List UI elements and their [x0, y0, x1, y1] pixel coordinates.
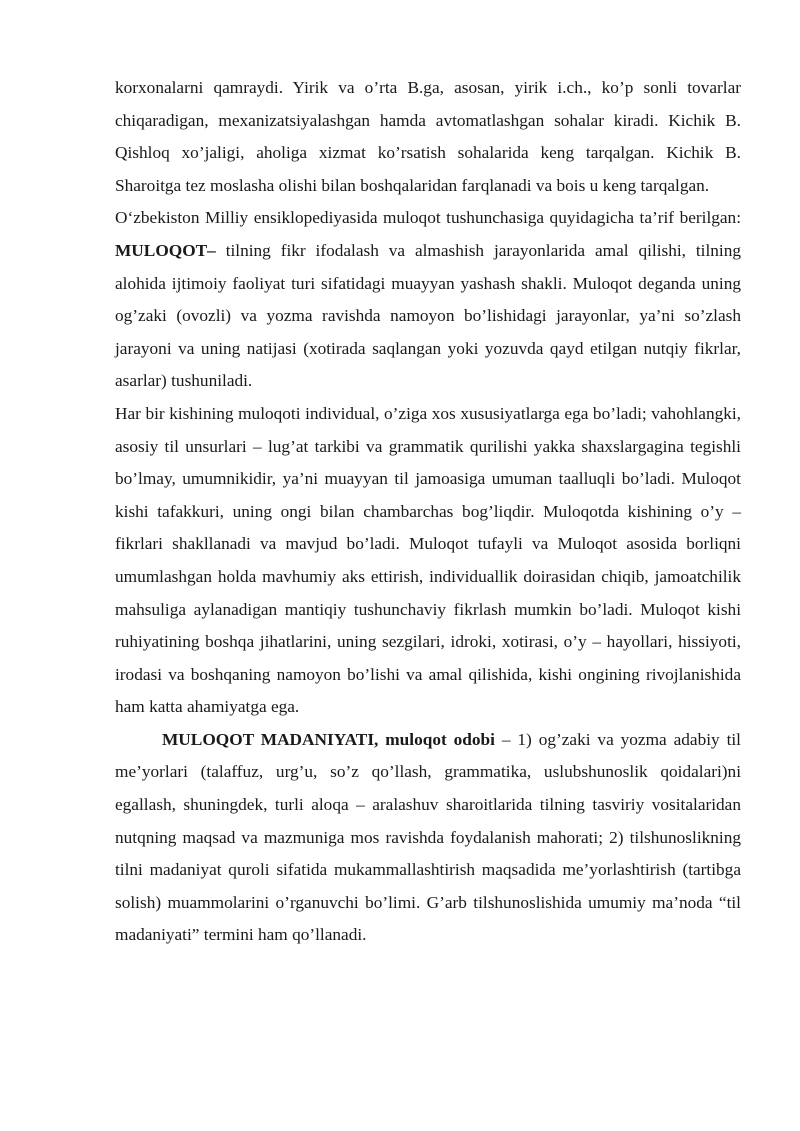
definition-body: tilning fikr ifodalash va almashish jarayonlarida amal qilishi, tilning alohida ijtimoiy faoliyat turi sifatidagi muayyan yashash shakli. Muloqot deganda uning og’zaki (ovozli) va yozma ravishda namoyon bo’lishidagi jarayonlar, ya’ni so’zlash jarayoni va uning natijasi (xotirada saqlangan yoki yozuvda qayd etilgan nutqiy fikrlar, asarlar) tushuniladi. — [115, 240, 741, 391]
paragraph-muloqot-madaniyati — [115, 724, 741, 952]
paragraph-muloqot-definition — [115, 202, 741, 398]
term-muloqot-madaniyati: MULOQOT MADANIYATI, muloqot odobi — [162, 729, 495, 749]
paragraph-business-scale: korxonalarni qamraydi. Yirik va o’rta B.ga, asosan, yirik i.ch., ko’p sonli tovarlar chiqaradigan, mexanizatsiyalashgan hamda avtomatlashgan sohalar kiradi. Kichik B. Qishloq xo’jaligi, aholiga xizmat ko’rsatish sohalarida keng tarqalgan. Kichik B. Sharoitga tez moslasha olishi bilan boshqalaridan farqlanadi va bois u keng tarqalgan. — [115, 78, 741, 195]
paragraph-individual-speech: Har bir kishining muloqoti individual, o’ziga xos xususiyatlarga ega bo’ladi; vahohlangki, asosiy til unsurlari – lug’at tarkibi va grammatik qurilishi yakka shaxslargagina tegishli bo’lmay, umumnikidir, ya’ni muayyan til jamoasiga umuman taalluqli bo’ladi. Muloqot kishi tafakkuri, uning ongi bilan chambarchas bog’liqdir. Muloqotda kishining o’y – fikrlari shakllanadi va mavjud bo’ladi. Muloqot tufayli va Muloqot asosida borliqni umumlashgan holda mavhumiy aks ettirish, individuallik doirasidan chiqib, jamoatchilik mahsuliga aylanadigan mantiqiy tushunchaviy fikrlash mumkin bo’ladi. Muloqot kishi ruhiyatining boshqa jihatlarini, uning sezgilari, idroki, xotirasi, o’y – hayollari, hissiyoti, irodasi va boshqaning namoyon bo’lishi va amal qilishida, kishi ongining rivojlanishida ham katta ahamiyatga ega. — [115, 403, 741, 717]
document-page — [115, 72, 741, 952]
definition-intro: O‘zbekiston Milliy ensiklopediyasida muloqot tushunchasiga quyidagicha ta’rif berilgan: — [115, 208, 741, 228]
term-muloqot: MULOQOT– — [115, 240, 216, 260]
madaniyati-body: – 1) og’zaki va yozma adabiy til me’yorlari (talaffuz, urg’u, so’z qo’llash, grammatika, uslubshunoslik qoidalari)ni egallash, shuningdek, turli aloqa – aralashuv sharoitlarida tilning tasviriy vositalaridan nutqning maqsad va mazmuniga mos ravishda foydalanish mahorati; 2) tilshunoslikning tilni madaniyat quroli sifatida mukammallashtirish maqsadida me’yorlashtirish (tartibga solish) muammolarini o’rganuvchi bo’limi. G’arb tilshunoslishida umumiy ma’noda “til madaniyati” termini ham qo’llanadi. — [115, 729, 741, 945]
